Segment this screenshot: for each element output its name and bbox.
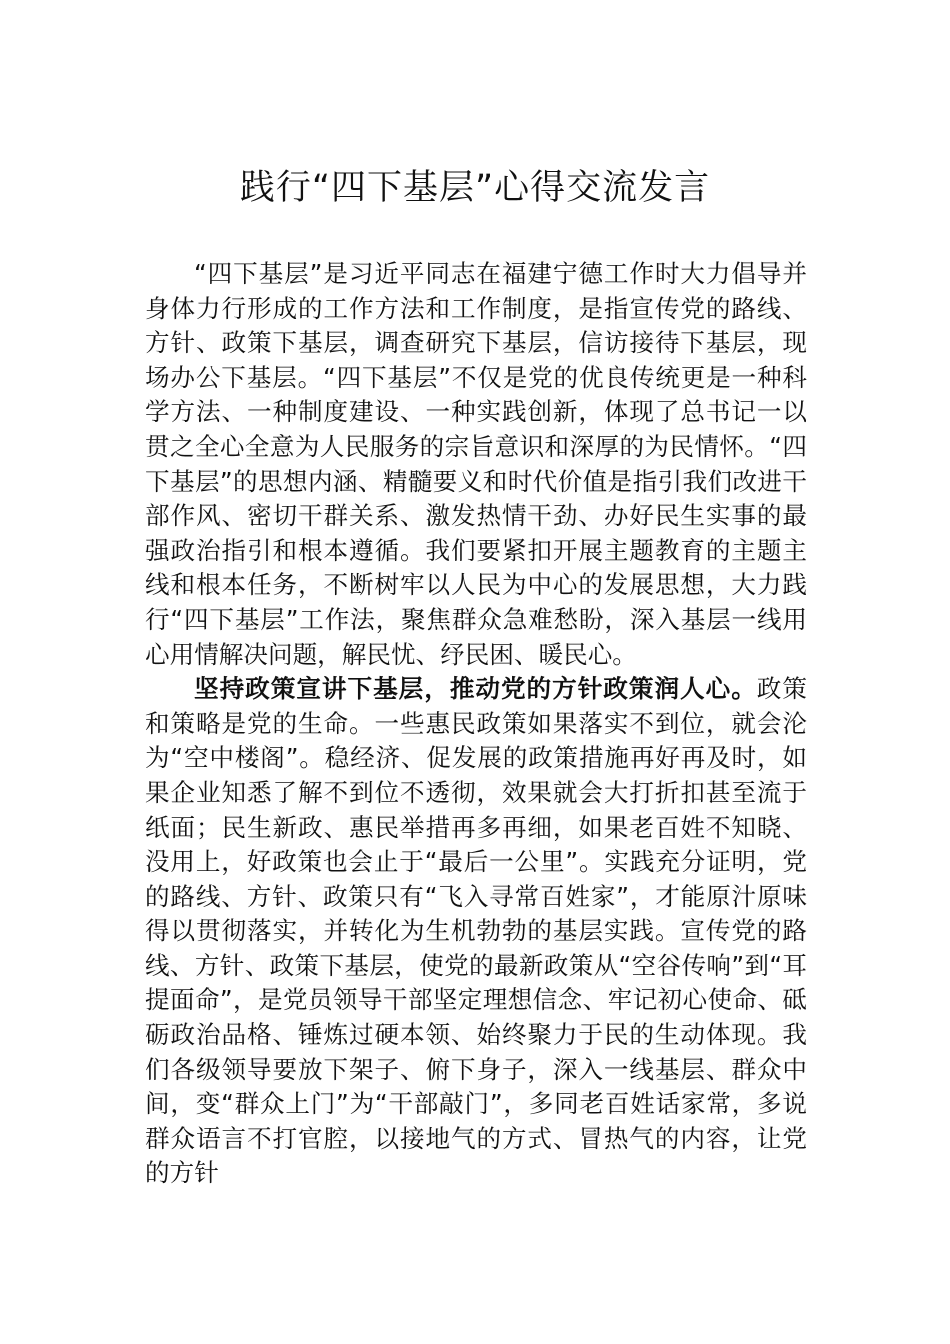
paragraph-2 (145, 672, 807, 1191)
document-title: 践行“四下基层”心得交流发言 (239, 168, 711, 208)
paragraph-2-lead: 坚持政策宣讲下基层，推动党的方针政策润人心。 (194, 674, 757, 704)
paragraph-2-text: 政策和策略是党的生命。一些惠民政策如果落实不到位，就会沦为“空中楼阁”。稳经济、促发展的政策措施再好再及时，如果企业知悉了解不到位不透彻，效果就会大打折扣甚至流于纸面；民生新政、惠民举措再多再细，如果老百姓不知晓、没用上，好政策也会止于“最后一公里”。实践充分证明，党的路线、方针、政策只有“飞入寻常百姓家”，才能原汁原味得以贯彻落实，并转化为生机勃勃的基层实践。宣传党的路线、方针、政策下基层，使党的最新政策从“空谷传响”到“耳提面命”，是党员领导干部坚定理想信念、牢记初心使命、砥砺政治品格、锤炼过硬本领、始终聚力于民的生动体现。我们各级领导要放下架子、俯下身子，深入一线基层、群众中间，变“群众上门”为“干部敲门”，多同老百姓话家常，多说群众语言不打官腔，以接地气的方式、冒热气的内容，让党的方针 (145, 674, 807, 1188)
paragraph-1-text: “四下基层”是习近平同志在福建宁德工作时大力倡导并身体力行形成的工作方法和工作制度，是指宣传党的路线、方针、政策下基层，调查研究下基层，信访接待下基层，现场办公下基层。“四下基层”不仅是党的优良传统更是一种科学方法、一种制度建设、一种实践创新，体现了总书记一以贯之全心全意为人民服务的宗旨意识和深厚的为民情怀。“四下基层”的思想内涵、精髓要义和时代价值是指引我们改进干部作风、密切干群关系、激发热情干劲、办好民生实事的最强政治指引和根本遵循。我们要紧扣开展主题教育的主题主线和根本任务，不断树牢以人民为中心的发展思想，大力践行“四下基层”工作法，聚焦群众急难愁盼，深入基层一线用心用情解决问题，解民忧、纾民困、暖民心。 (145, 259, 807, 669)
paragraph-1 (145, 257, 807, 672)
document-body (145, 257, 807, 1191)
